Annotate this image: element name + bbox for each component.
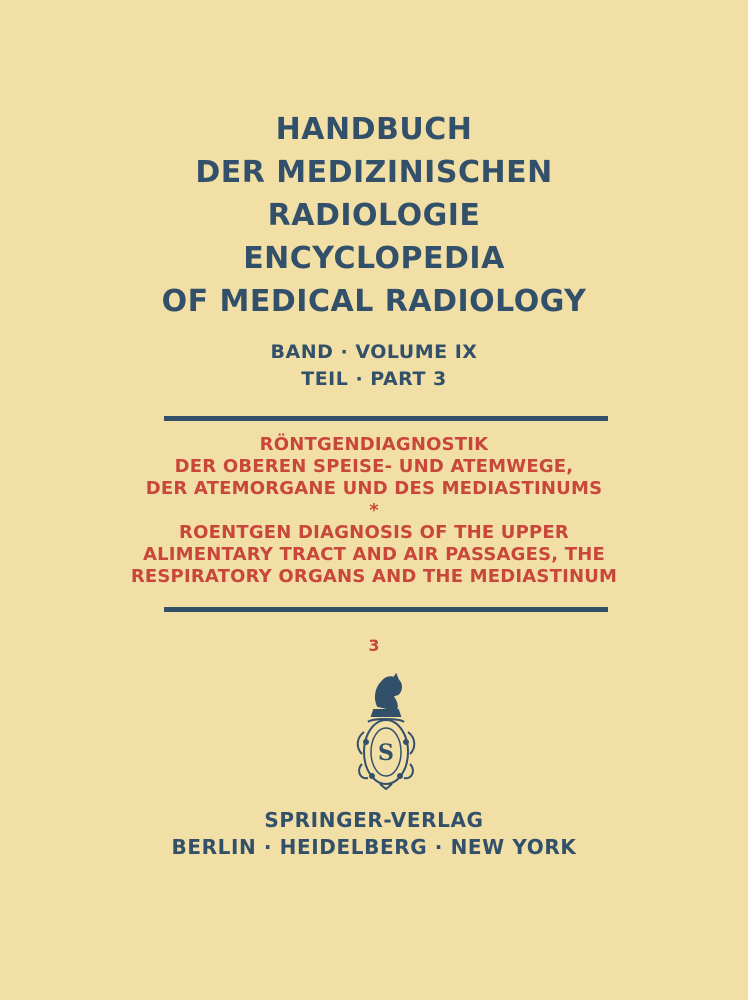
top-rule <box>164 416 608 421</box>
subtitle-de-line-1: RÖNTGENDIAGNOSTIK <box>259 434 489 455</box>
subtitle-de-line-3: DER ATEMORGANE UND DES MEDIASTINUMS <box>145 478 603 499</box>
subtitle-de-line-2: DER OBEREN SPEISE- UND ATEMWEGE, <box>174 456 574 477</box>
subtitle-en-line-3: RESPIRATORY ORGANS AND THE MEDIASTINUM <box>130 566 618 587</box>
subtitle-separator: * <box>369 500 379 521</box>
title-line-4: ENCYCLOPEDIA <box>243 241 505 276</box>
part-number: 3 <box>368 636 380 655</box>
springer-chess-knight-emblem-icon <box>352 672 420 790</box>
title-line-2: DER MEDIZINISCHEN <box>195 155 553 190</box>
publisher-name: SPRINGER-VERLAG <box>264 808 484 832</box>
subtitle-en-line-2: ALIMENTARY TRACT AND AIR PASSAGES, THE <box>142 544 606 565</box>
title-line-1: HANDBUCH <box>275 112 473 147</box>
publisher-cities: BERLIN · HEIDELBERG · NEW YORK <box>171 835 577 859</box>
subtitle-en-line-1: ROENTGEN DIAGNOSIS OF THE UPPER <box>179 522 569 543</box>
title-line-3: RADIOLOGIE <box>267 198 481 233</box>
title-line-5: OF MEDICAL RADIOLOGY <box>161 284 587 319</box>
bottom-rule <box>164 607 608 612</box>
volume-label: BAND · VOLUME IX <box>270 341 478 363</box>
logo-letter: S <box>378 740 394 766</box>
part-label: TEIL · PART 3 <box>301 368 447 390</box>
